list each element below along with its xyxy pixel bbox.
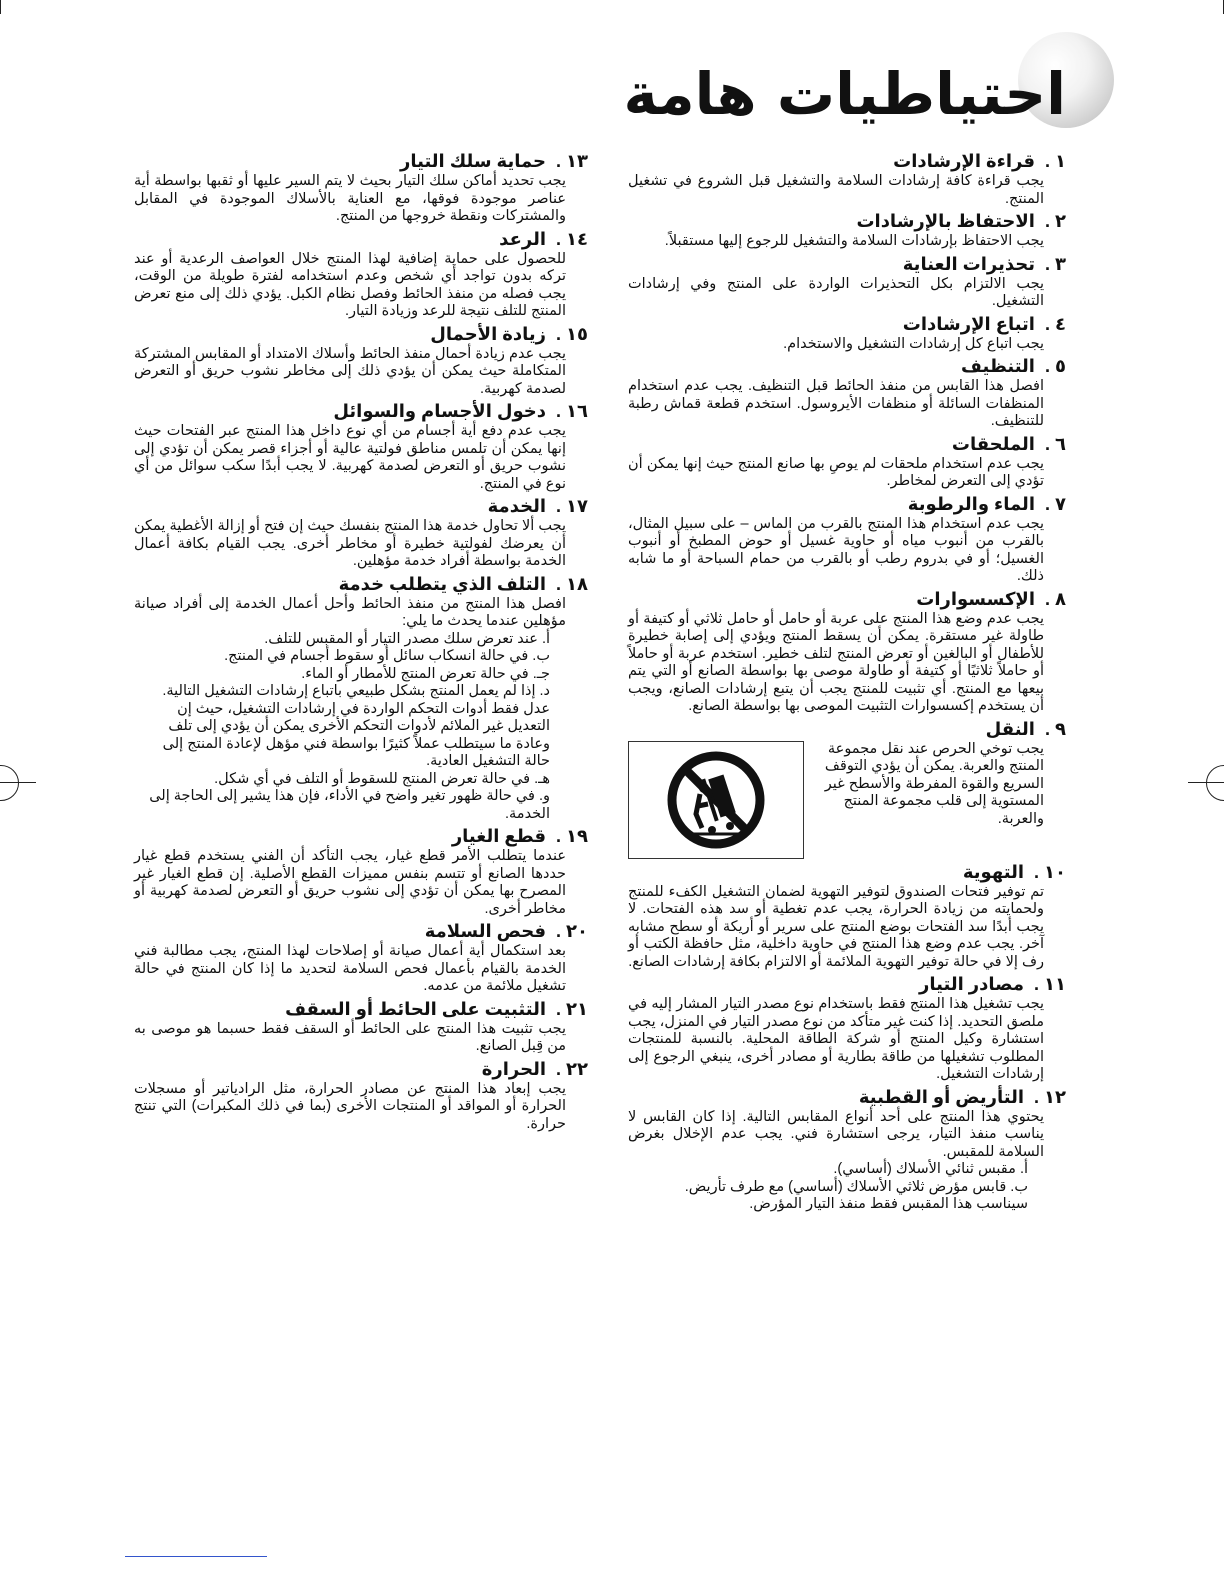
cart-warning-row — [628, 741, 1066, 859]
section-9 — [628, 718, 1066, 859]
section-heading: ٧ .الماء والرطوبة — [907, 493, 1066, 514]
list-item: و. في حالة ظهور تغير واضح في الأداء، فإن هذا يشير إلى الحاجة إلى الخدمة. — [149, 788, 550, 822]
section-3 — [628, 253, 1066, 311]
section-heading: ١٥ .زيادة الأحمال — [430, 323, 588, 344]
registration-mark-right — [1206, 765, 1224, 801]
section-20 — [134, 920, 588, 996]
section-body: يجب قراءة كافة إرشادات السلامة والتشغيل قبل الشروع في تشغيل المنتج. — [628, 173, 1044, 207]
section-2 — [628, 210, 1066, 251]
section-heading: ٥ .التنظيف — [961, 356, 1066, 376]
section-17 — [134, 495, 588, 571]
section-body: افصل هذا المنتج من منفذ الحائط وأحل أعمال الخدمة إلى أفراد صيانة مؤهلين عندما يحدث ما يلي: — [134, 595, 566, 629]
section-11 — [628, 973, 1066, 1084]
section-heading: ٩ .النقل — [985, 718, 1066, 739]
section-body: يجب الاحتفاظ بإرشادات السلامة والتشغيل للرجوع إليها مستقبلاً. — [664, 233, 1044, 249]
section-body: عندما يتطلب الأمر قطع غيار، يجب التأكد أن الفني يستخدم قطع غيار حددها الصانع أو تتسم بنفس مميزات القطع الأصلية. إن قطع الغيار غير المصرح بها يمكن أن تؤدي إلى نشوب حريق أو التعرض لصدمة كهربية أو مخاطر أخرى. — [134, 848, 566, 917]
section-heading: ١٠ .التهوية — [962, 861, 1066, 882]
section-heading: ١٧ .الخدمة — [487, 496, 588, 516]
section-body: بعد استكمال أية أعمال صيانة أو إصلاحات لهذا المنتج، يجب مطالبة فني الخدمة بالقيام بأعمال فحص السلامة لتحديد ما إذا كان المنتج في حالة تشغيل ملائمة من عدمه. — [134, 943, 566, 994]
section-19 — [134, 825, 588, 918]
page-title: احتياطيات هامة — [623, 60, 1066, 128]
section-heading: ٤ .اتباع الإرشادات — [902, 313, 1066, 334]
section-heading: ١٦ .دخول الأجسام والسوائل — [333, 401, 588, 421]
section-body: يجب عدم استخدام هذا المنتج بالقرب من الماس – على سبيل المثال، بالقرب من أنبوب مياه أو حاوية غسيل أو حوض المطبخ أو أنبوب الغسيل؛ أو في بدروم رطب أو بالقرب من حمام السباحة أو ما شابه ذلك. — [628, 515, 1044, 584]
section-21 — [134, 998, 588, 1056]
section-body: يجب إبعاد هذا المنتج عن مصادر الحرارة، مثل الرادياتير أو مسجلات الحرارة أو المواقد أو المنتجات الأخرى (بما في ذلك المكبرات) التي تنتج حرارة. — [134, 1080, 566, 1132]
section-heading: ٢ .الاحتفاظ بالإرشادات — [856, 211, 1066, 231]
crop-mark-top-left — [0, 0, 1, 14]
section-body: يجب عدم دفع أية أجسام من أي نوع داخل هذا المنتج عبر الفتحات حيث إنها يمكن أن تلمس مناطق فولتية عالية أو أجزاء قصر يمكن أن تؤدي إلى نشوب حريق أو التعرض لصدمة كهربية. لا يجب أبدًا سكب سوائل من أي نوع في المنتج. — [134, 423, 566, 492]
section-4 — [628, 313, 1066, 354]
registration-mark-left — [0, 765, 19, 801]
cart-warning-icon — [628, 741, 804, 859]
section-heading: ١٤ .الرعد — [499, 228, 588, 249]
section-body: يجب عدم استخدام ملحقات لم يوصِ بها صانع المنتج حيث إنها يمكن أن تؤدي إلى التعرض لمخاطر. — [628, 455, 1044, 489]
section-10 — [628, 861, 1066, 972]
section-8 — [628, 588, 1066, 716]
section-heading: ١٢ .التأريض أو القطبية — [858, 1086, 1066, 1107]
section-body: يجب عدم وضع هذا المنتج على عربة أو حامل أو حامل ثلاثي أو كتيفة أو طاولة غير مستقرة. يمكن أن يسقط المنتج ويؤدي إلى إصابة خطيرة للأطفال أو البالغين أو تعرض المنتج لتلف خطير. استخدم عربة أو حاملاً أو حاملاً ثلاثيًا أو كتيفة أو طاولة موصى بها بواسطة الصانع أو التي يتم بيعها مع المنتج. أي تثبيت للمنتج يجب أن يتبع إرشادات الصانع، ويجب أن يستخدم إكسسوارات التثبيت الموصى بها بواسطة الصانع. — [628, 610, 1044, 714]
section-14 — [134, 228, 588, 321]
tip-over-symbol-icon — [664, 748, 768, 852]
list-item: هـ. في حالة تعرض المنتج للسقوط أو التلف في أي شكل. — [214, 770, 550, 787]
list-item: أ. عند تعرض سلك مصدر التيار أو المقبس للتلف. — [264, 630, 550, 647]
section-heading: ٨ .الإكسسوارات — [916, 588, 1066, 609]
section-heading: ٢٠ .فحص السلامة — [424, 921, 588, 941]
section-6 — [628, 433, 1066, 491]
section-body: يجب عدم زيادة أحمال منفذ الحائط وأسلاك الامتداد أو المقابس المشتركة المتكاملة حيث يمكن أن يؤدي ذلك إلى مخاطر نشوب حريق أو التعرض لصدمة كهربية. — [134, 345, 566, 397]
list-item: ب. قابس مؤرض ثلاثي الأسلاك (أساسي) مع طرف تأريض. — [684, 1178, 1028, 1195]
column-left — [134, 150, 588, 1135]
section-heading: ٦ .الملحقات — [951, 433, 1066, 454]
footer-rule — [125, 1556, 267, 1557]
section-body: يجب توخي الحرص عند نقل مجموعة المنتج والعربة. يمكن أن يؤدي التوقف السريع والقوة المفرطة والأسطح غير المستوية إلى قلب مجموعة المنتج والعربة. — [824, 740, 1044, 827]
list-item: جـ. في حالة تعرض المنتج للأمطار أو الماء. — [301, 665, 550, 682]
section-heading: ١٨ .التلف الذي يتطلب خدمة — [338, 573, 588, 594]
list-item: ب. في حالة انسكاب سائل أو سقوط أجسام في المنتج. — [224, 648, 550, 664]
section-body: تم توفير فتحات الصندوق لتوفير التهوية لضمان التشغيل الكفء للمنتج ولحمايته من زيادة الحرارة، يجب عدم تغطية أو سد هذه الفتحات. لا يجب أبدًا سد الفتحات بوضع المنتج على سرير أو أريكة أو سطح مشابه آخر. يجب عدم وضع هذا المنتج في حاوية داخلية، مثل حافظة الكتب أو رف إلا في حالة توفير التهوية الملائمة أو الالتزام بكافة إرشادات الصانع. — [628, 883, 1044, 970]
section-7 — [628, 493, 1066, 586]
section-12 — [628, 1086, 1066, 1214]
section-body: للحصول على حماية إضافية لهذا المنتج خلال العواصف الرعدية أو عند تركه بدون تواجد أي شخص وعدم استخدامه لفترة طويلة من الوقت، يجب فصله من منفذ الحائط وفصل نظام الكبل. يؤدي ذلك إلى منع تعرض المنتج للتلف نتيجة للرعد وزيادة التيار. — [134, 250, 566, 319]
section-body: يجب تثبيت هذا المنتج على الحائط أو السقف فقط حسبما هو موصى به من قِبل الصانع. — [134, 1020, 566, 1054]
section-body: يجب اتباع كل إرشادات التشغيل والاستخدام. — [783, 335, 1044, 352]
section-16 — [134, 400, 588, 493]
section-heading: ٢٢ .الحرارة — [481, 1058, 588, 1079]
list-item: د. إذا لم يعمل المنتج بشكل طبيعي باتباع إرشادات التشغيل التالية. عدل فقط أدوات التحكم الواردة في إرشادات التشغيل، حيث إن التعديل غير الملائم لأدوات التحكم الأخرى يمكن أن يؤدي إلى تلف وعادة ما سيتطلب عملاً كثيرًا بواسطة فني مؤهل لإعادة المنتج إلى حالة التشغيل العادية. — [162, 683, 550, 769]
section-13 — [134, 150, 588, 226]
section-body: يجب تشغيل هذا المنتج فقط باستخدام نوع مصدر التيار المشار إليه في ملصق التحديد. إذا كنت غير متأكد من نوع مصدر التيار في المنزل، يجب استشارة وكيل المنتج أو شركة الطاقة المحلية. بالنسبة للمنتجات المطلوب تشغيلها من طاقة بطارية أو مصادر أخرى، ينبغي الرجوع إلى إرشادات التشغيل. — [628, 996, 1044, 1082]
column-right — [628, 150, 1066, 1216]
section-heading: ٣ .تحذيرات العناية — [902, 253, 1066, 274]
section-15 — [134, 323, 588, 399]
section-heading: ١٩ .قطع الغيار — [451, 826, 588, 846]
section-body: يجب الالتزام بكل التحذيرات الواردة على المنتج وفي إرشادات التشغيل. — [628, 275, 1044, 309]
section-heading: ١٣ .حماية سلك التيار — [399, 151, 588, 171]
section-heading: ٢١ .التثبيت على الحائط أو السقف — [285, 998, 588, 1019]
section-heading: ١١ .مصادر التيار — [919, 974, 1066, 994]
section-body: افصل هذا القابس من منفذ الحائط قبل التنظيف. يجب عدم استخدام المنظفات السائلة أو منظفات الأيروسول. استخدم قطعة قماش رطبة للتنظيف. — [628, 378, 1044, 429]
section-note: سيناسب هذا المقبس فقط منفذ التيار المؤرض. — [749, 1196, 1028, 1212]
section-body: يجب ألا تحاول خدمة هذا المنتج بنفسك حيث إن فتح أو إزالة الأغطية يمكن أن يعرضك لفولتية خطيرة أو مخاطر أخرى. يجب القيام بكافة أعمال الخدمة بواسطة أفراد خدمة مؤهلين. — [134, 518, 566, 569]
section-22 — [134, 1058, 588, 1134]
plug-types-list — [628, 1161, 1066, 1196]
section-1 — [628, 150, 1066, 208]
list-item: أ. مقبس ثنائي الأسلاك (أساسي). — [833, 1161, 1028, 1177]
section-18 — [134, 573, 588, 824]
section-body: يحتوي هذا المنتج على أحد أنواع المقابس التالية. إذا كان القابس لا يناسب منفذ التيار، يرجى استشارة فني. يجب عدم الإخلال بغرض السلامة للمقبس. — [628, 1108, 1044, 1160]
section-body: يجب تحديد أماكن سلك التيار بحيث لا يتم السير عليها أو ثقبها بواسطة أية عناصر موجودة فوقها، مع العناية بالأسلاك الموجودة في المقابل والمشتركات ونقطة خروجها من المنتج. — [134, 173, 566, 224]
section-5 — [628, 355, 1066, 431]
service-conditions-list — [134, 631, 588, 824]
section-heading: ١ .قراءة الإرشادات — [893, 151, 1066, 171]
